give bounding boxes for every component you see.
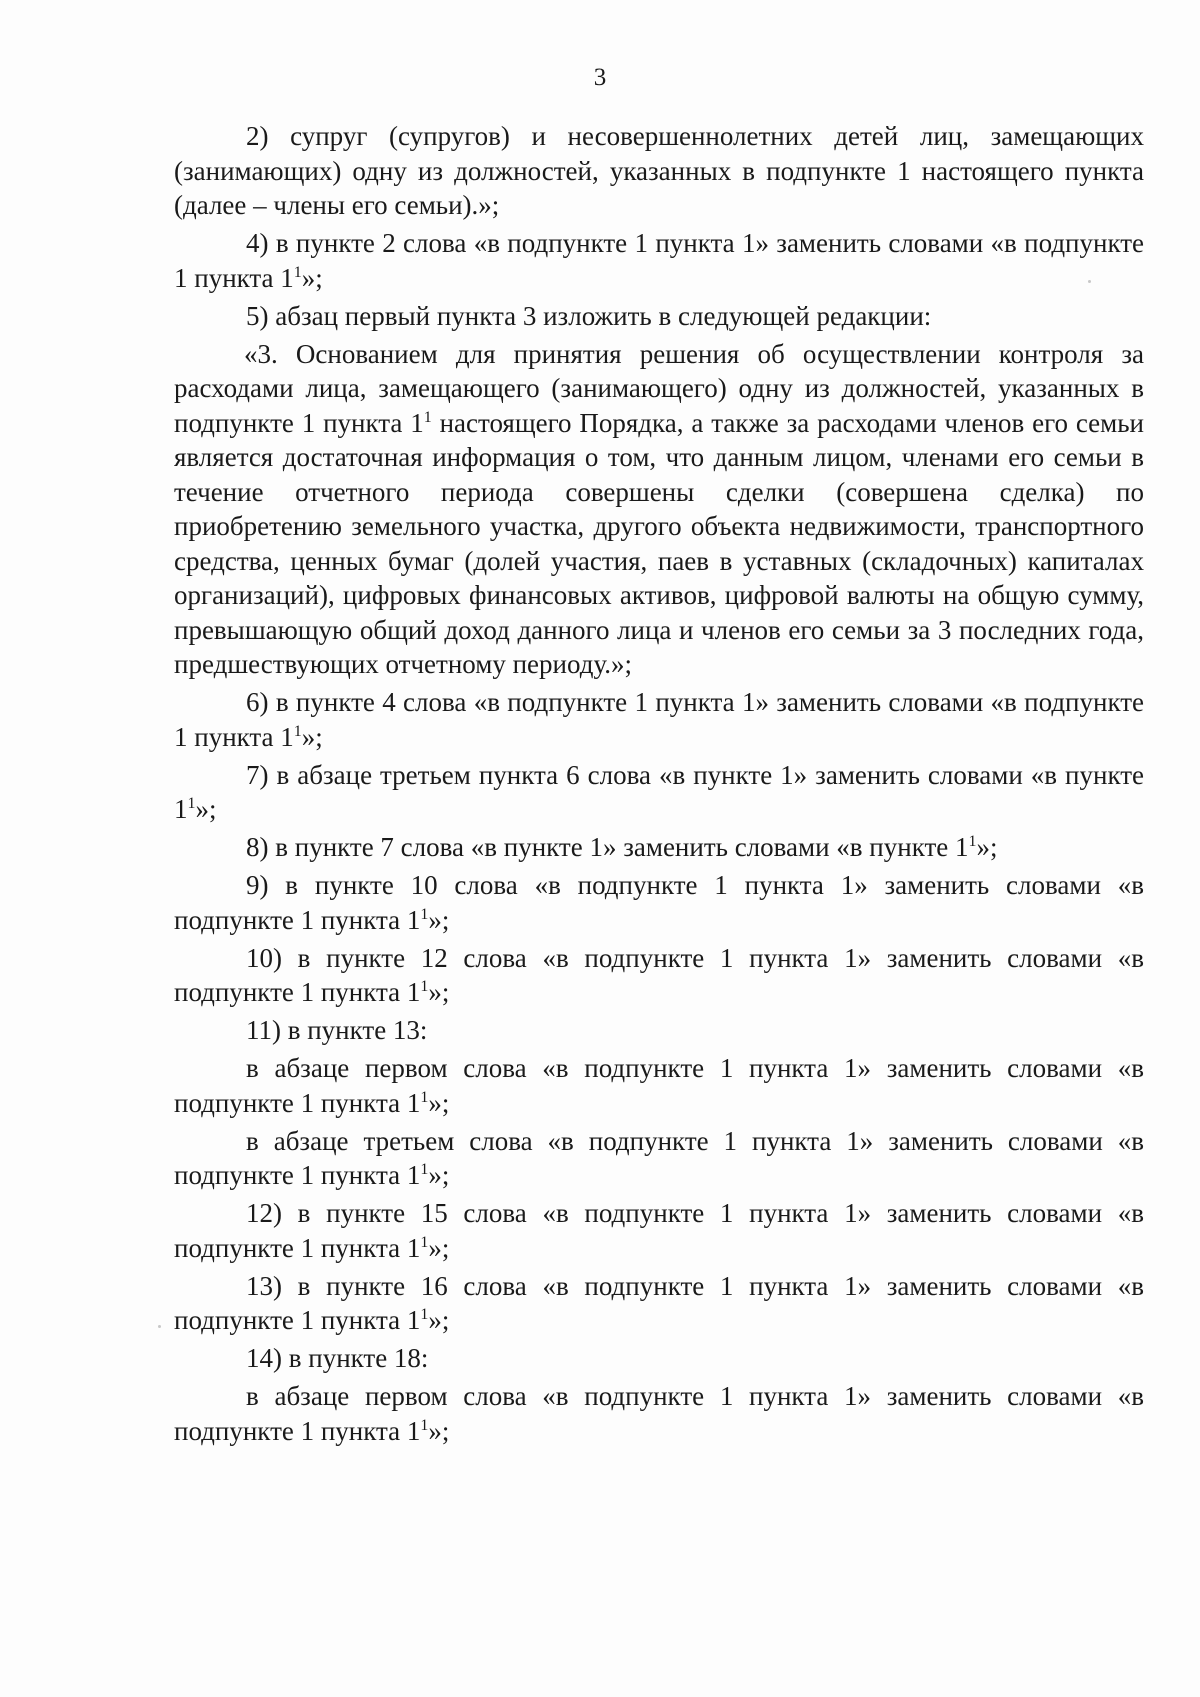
superscript: 1: [420, 978, 429, 995]
superscript: 1: [420, 1233, 429, 1251]
superscript: 1: [420, 905, 429, 923]
superscript: 1: [420, 1161, 429, 1178]
superscript: 1: [420, 1306, 429, 1323]
paragraph-quoted-point-3: «3. Основанием для принятия решения об осуществлении контроля за расходами лица, замещающего (занимающего) одну из должностей, указанных в подпункте 1 пункта $1^1$ настоящего Порядка, а также за расходами членов его семьи является достаточная информация о том, что данным лицом, членами его семьи в течение отчетного периода совершены сделки (совершена сделка) по приобретению земельного участка, другого объекта недвижимости, транспортного средства, ценных бумаг (долей участия, паев в уставных (складочных) капиталах организаций), цифровых финансовых активов, цифровой валюты на общую сумму, превышающую общий доход данного лица и членов его семьи за 3 последних года, предшествующих отчетному периоду.»;: [174, 338, 1145, 679]
paragraph-item-12: 12) в пункте 15 слова «в подпункте 1 пункта 1» заменить словами «в подпункте 1 пункта $1^1$»;: [174, 1198, 1144, 1263]
paragraph-item-8: 8) в пункте 7 слова «в пункте 1» заменить словами «в пункте $1^1$»;: [246, 832, 998, 862]
paragraph-item-10: 10) в пункте 12 слова «в подпункте 1 пункта 1» заменить словами «в подпункте 1 пункта $1^1$»;: [174, 942, 1144, 1007]
superscript: 1: [968, 833, 977, 850]
superscript: 1: [423, 408, 432, 426]
page-number: 3: [593, 64, 607, 91]
paragraph-item-5: 5) абзац первый пункта 3 изложить в следующей редакции:: [246, 300, 932, 331]
superscript: 1: [420, 1088, 429, 1106]
scan-speck: [158, 1325, 161, 1328]
paragraph-item-11-sub-2: в абзаце третьем слова «в подпункте 1 пункта 1» заменить словами «в подпункте 1 пункта $1^1$»;: [174, 1125, 1144, 1190]
superscript: 1: [293, 722, 302, 740]
paragraph-item-14: 14) в пункте 18:: [246, 1343, 429, 1373]
paragraph-item-13: 13) в пункте 16 слова «в подпункте 1 пункта 1» заменить словами «в подпункте 1 пункта $1^1$»;: [174, 1270, 1144, 1335]
paragraph-item-14-sub-1: в абзаце первом слова «в подпункте 1 пункта 1» заменить словами «в подпункте 1 пункта $1^1$»;: [174, 1381, 1144, 1446]
paragraph-item-9: 9) в пункте 10 слова «в подпункте 1 пункта 1» заменить словами «в подпункте 1 пункта $1^1$»;: [174, 870, 1144, 935]
paragraph-item-7: 7) в абзаце третьем пункта 6 слова «в пункте 1» заменить словами «в пункте $1^1$»;: [174, 759, 1144, 824]
paragraph-item-2: 2) супруг (супругов) и несовершеннолетних детей лиц, замещающих (занимающих) одну из должностей, указанных в подпункте 1 настоящего пункта (далее – члены его семьи).»;: [174, 121, 1144, 220]
paragraph-item-11-sub-1: в абзаце первом слова «в подпункте 1 пункта 1» заменить словами «в подпункте 1 пункта $1^1$»;: [174, 1053, 1144, 1118]
paragraph-item-11: 11) в пункте 13:: [246, 1015, 428, 1045]
paragraph-item-4: 4) в пункте 2 слова «в подпункте 1 пункта 1» заменить словами «в подпункте 1 пункта $1^1$»;: [174, 228, 1144, 293]
paragraph-item-6: 6) в пункте 4 слова «в подпункте 1 пункта 1» заменить словами «в подпункте 1 пункта $1^1$»;: [174, 687, 1144, 752]
document-body: [174, 119, 1144, 1452]
superscript: 1: [187, 795, 196, 812]
superscript: 1: [293, 263, 302, 281]
superscript: 1: [420, 1416, 429, 1434]
scan-speck: [1088, 280, 1091, 283]
